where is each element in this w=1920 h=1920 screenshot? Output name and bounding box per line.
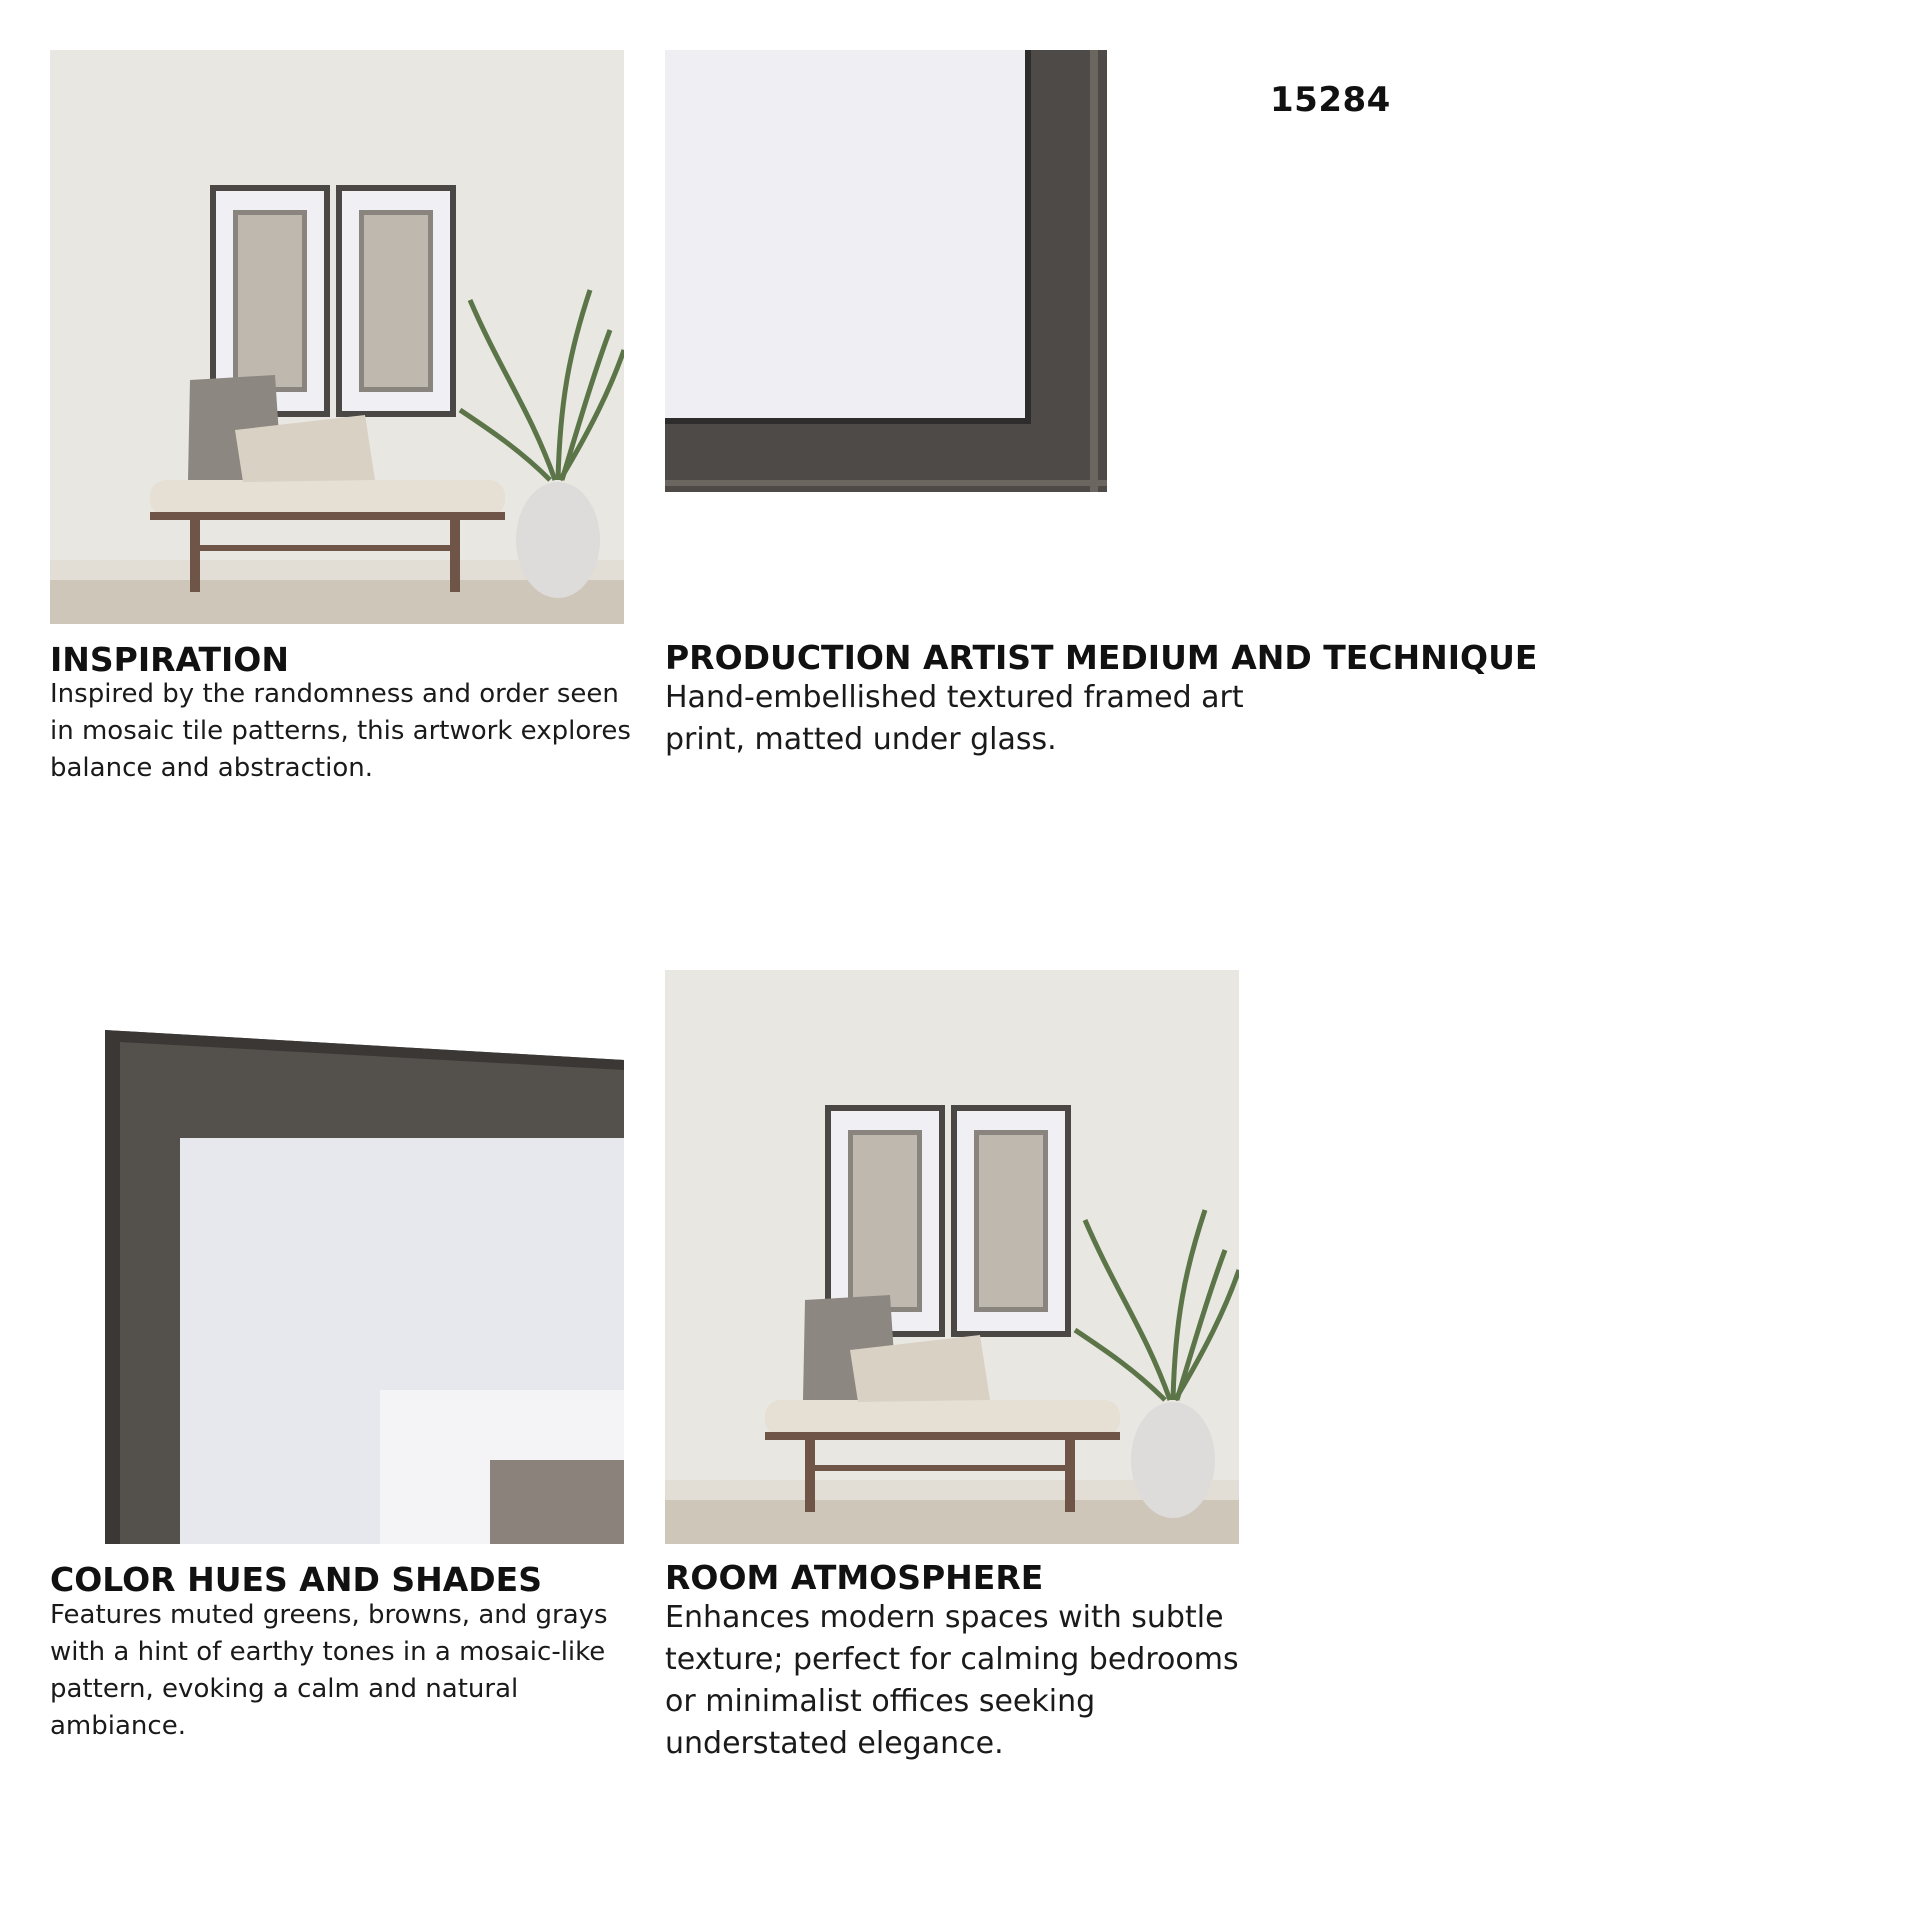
production-technique-body: Hand-embellished textured framed art print, matted under glass. bbox=[665, 680, 1244, 757]
color-hues-title: COLOR HUES AND SHADES bbox=[50, 1560, 542, 1599]
color-hues-body: Features muted greens, browns, and grays with a hint of earthy tones in a mosaic-like pattern, evoking a calm and natural ambiance. bbox=[50, 1600, 608, 1741]
room-atmosphere-body: Enhances modern spaces with subtle texture; perfect for calming bedrooms or minimalist offices seeking understated elegance. bbox=[665, 1600, 1239, 1761]
frame-corner-closeup-photo bbox=[665, 50, 1107, 492]
room-atmosphere-photo bbox=[665, 970, 1239, 1544]
inspiration-body: Inspired by the randomness and order seen in mosaic tile patterns, this artwork explores balance and abstraction. bbox=[50, 679, 631, 783]
room-scene-photo bbox=[50, 50, 624, 624]
room-atmosphere-title: ROOM ATMOSPHERE bbox=[665, 1558, 1044, 1597]
product-number: 15284 bbox=[1270, 80, 1391, 120]
production-technique-title: PRODUCTION ARTIST MEDIUM AND TECHNIQUE bbox=[665, 638, 1538, 677]
inspiration-title: INSPIRATION bbox=[50, 640, 289, 679]
frame-corner-angled-photo bbox=[50, 1020, 624, 1544]
